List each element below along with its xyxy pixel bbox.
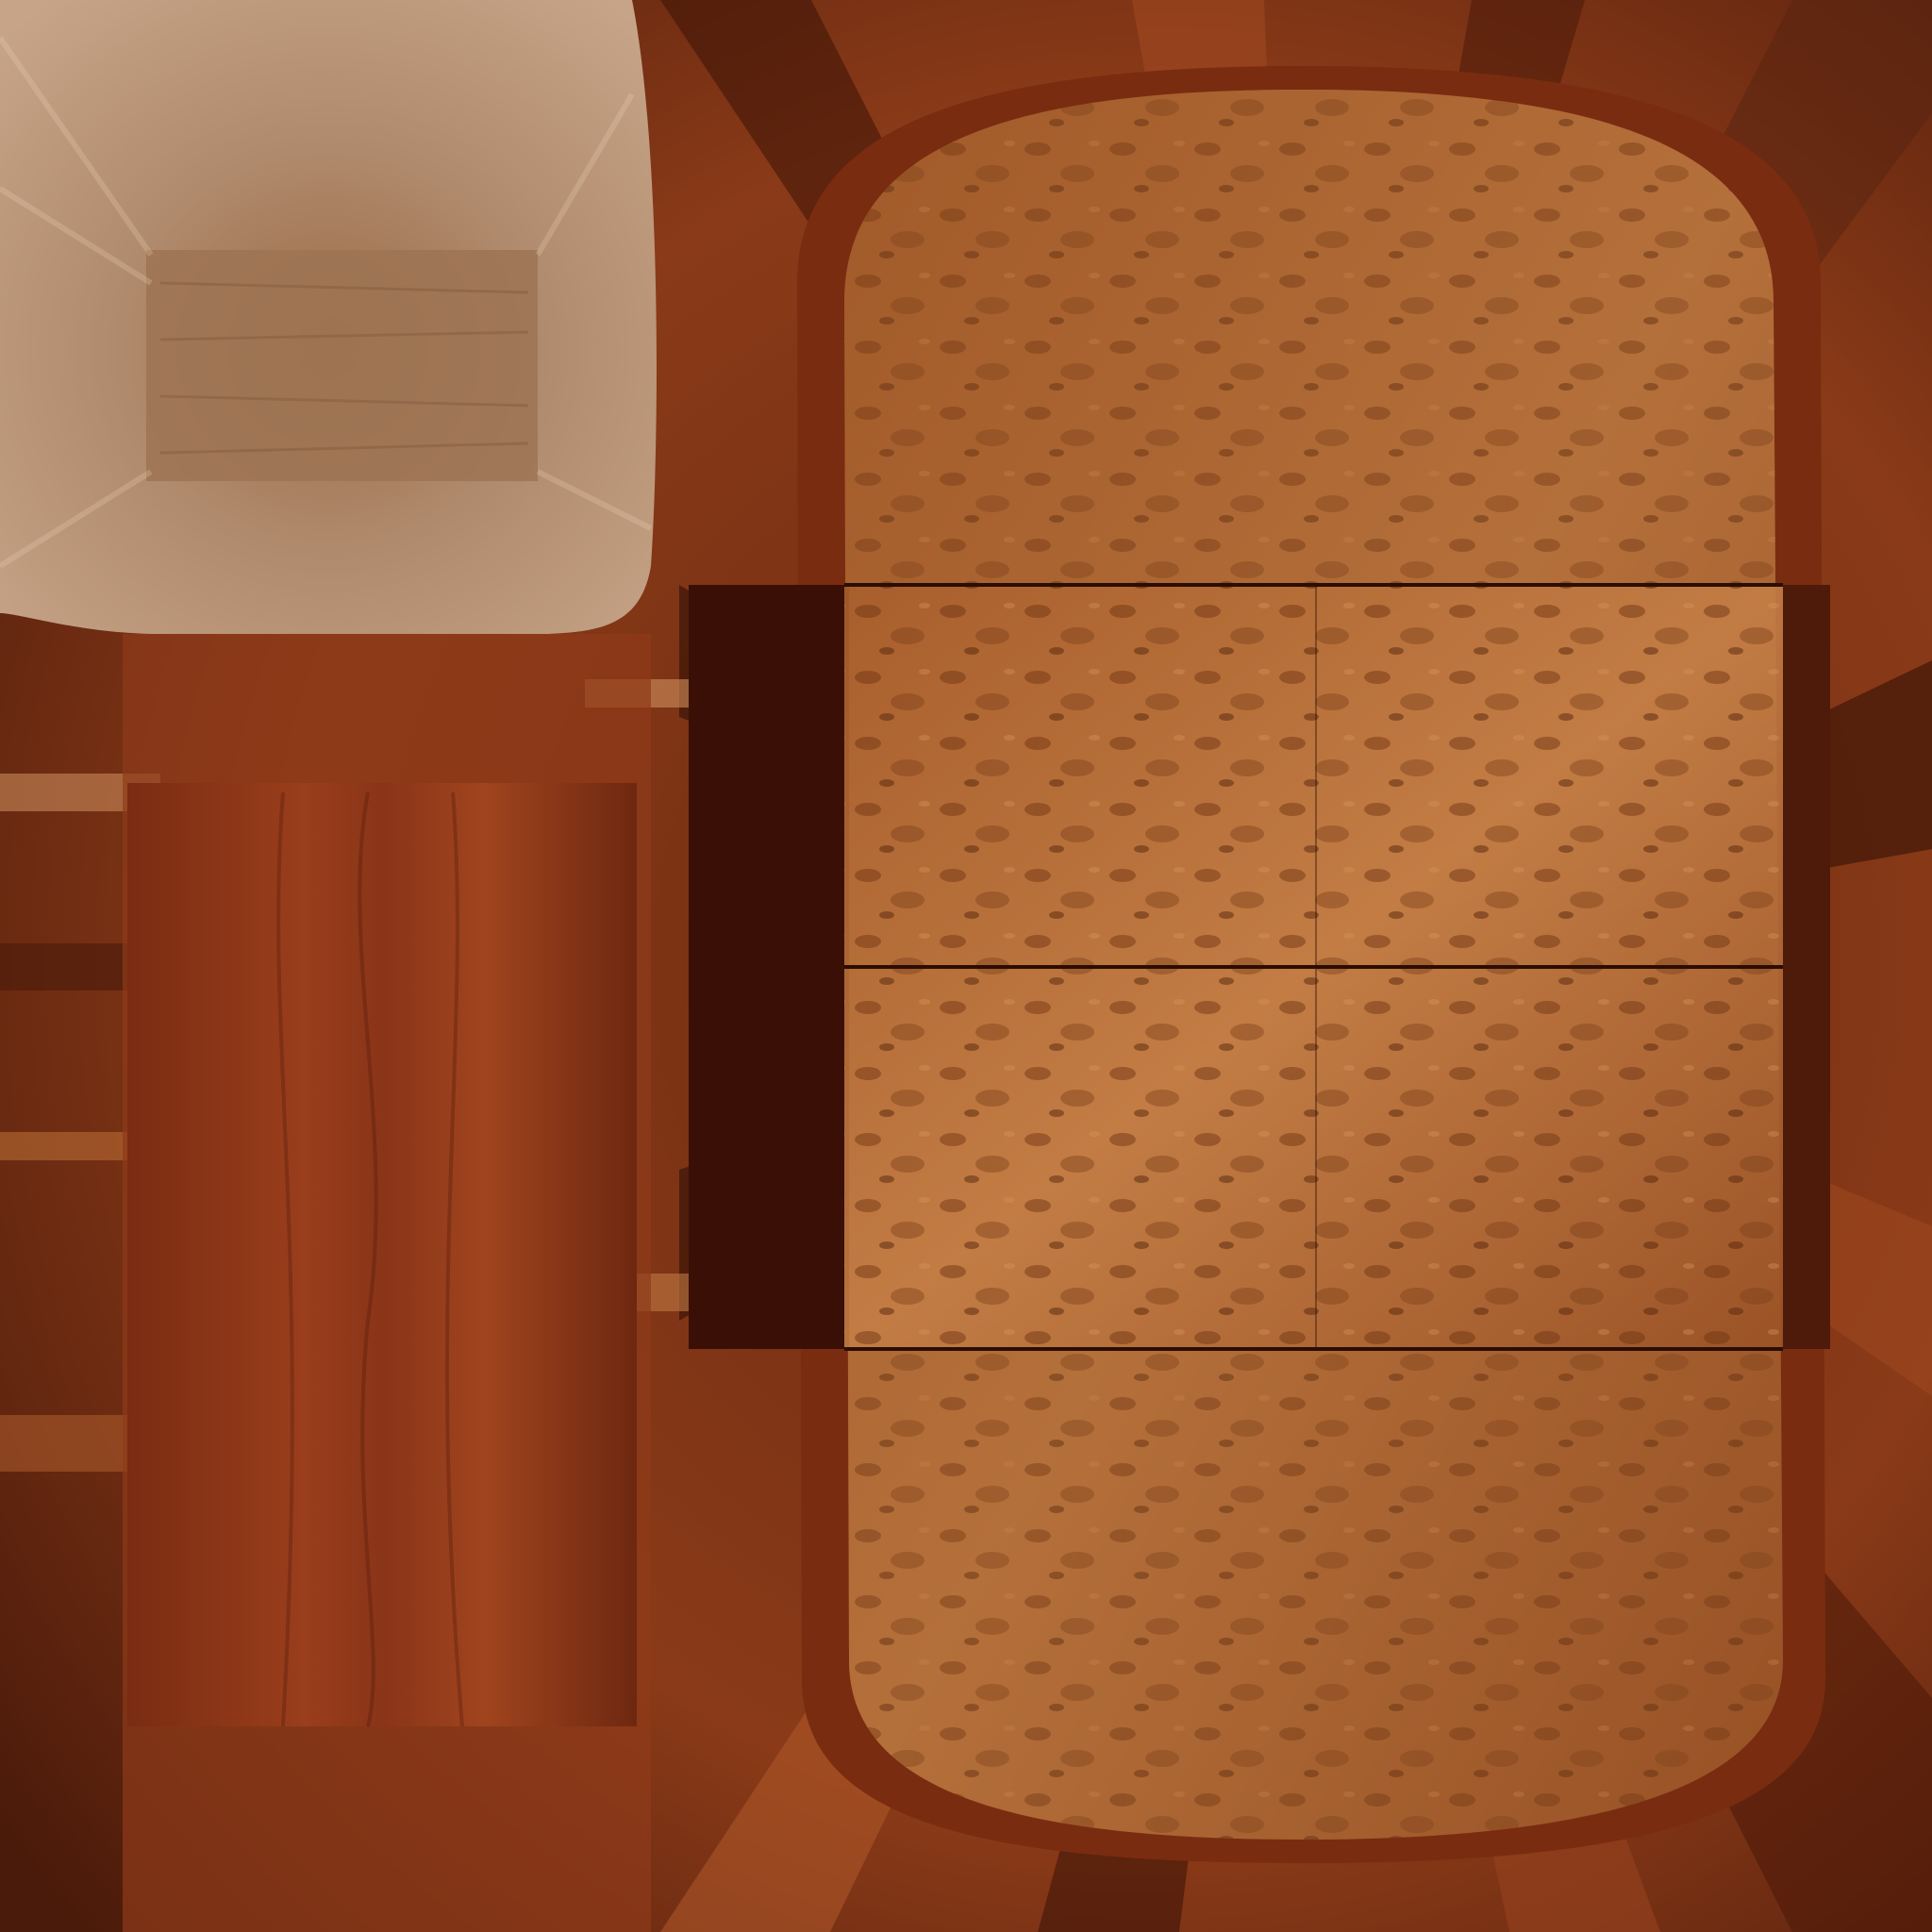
burl-tabletop [689, 66, 1830, 1863]
light-wood-swatch [0, 0, 657, 634]
mahogany-strip [123, 634, 651, 1932]
